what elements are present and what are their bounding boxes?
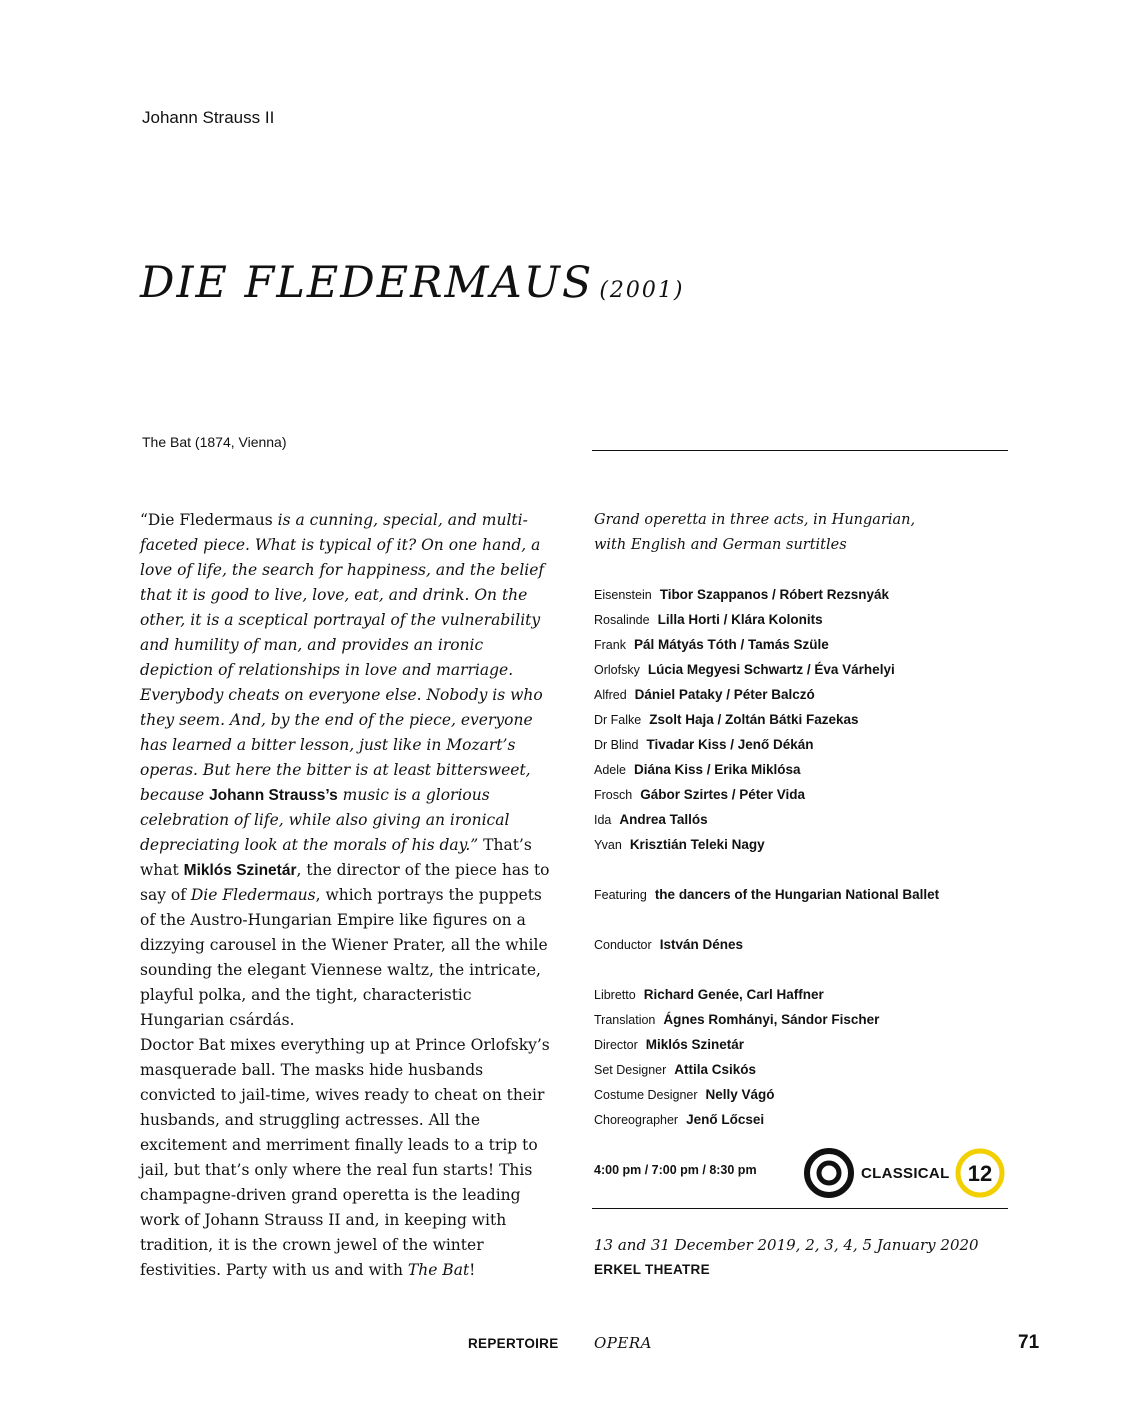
text-part-2: , the director of the piece has to say of [140, 861, 550, 904]
description-paragraph-1 [140, 508, 560, 1033]
paragraph-2-text: Doctor Bat mixes everything up at Prince Orlofsky’s masquerade ball. The masks hide husbands convicted to jail-time, wives ready to cheat on their husbands, and struggling actresses. All the excitement and merriment finally leads to a trip to jail, but that’s only where the real fun starts! This champagne-driven grand operetta is the leading work of Johann Strauss II and, in keeping with tradition, it is the crown jewel of the winter festivities. Party with us and with [140, 1036, 550, 1279]
quote-part-1: is a cunning, special, and multi-faceted piece. What is typical of it? On one hand, a love of life, the search for happiness, and the belief that it is good to live, love, eat, and drink. On the other, it is a sceptical portrayal of the vulnerability and humility of man, and provides an ironic depiction of relationships in love and marriage. Everybody cheats on everyone else. Nobody is who they seem. And, by the end of the piece, everyone has learned a bitter lesson, just like in Mozart’s operas. But here the bitter is at least bittersweet, because [140, 511, 545, 804]
cast-row [594, 732, 1014, 757]
cast-name: Tivadar Kiss / Jenő Dékán [646, 737, 814, 752]
credits-list [594, 582, 1014, 1132]
cast-name: Tibor Szappanos / Róbert Rezsnyák [659, 587, 889, 602]
text-part-3: , which portrays the puppets of the Austro-Hungarian Empire like figures on a dizzying carousel in the Wiener Prater, all the while sounding the elegant Viennese waltz, the intricate, playful polka, and the tight, characteristic Hungarian csárdás. [140, 886, 548, 1029]
top-divider [592, 450, 1008, 451]
cast-role: Dr Blind [594, 738, 639, 752]
showtimes: 4:00 pm / 7:00 pm / 8:30 pm [594, 1163, 757, 1177]
cast-name: Andrea Tallós [619, 812, 708, 827]
creative-row [594, 1082, 1014, 1107]
cast-name: Gábor Szirtes / Péter Vida [640, 787, 806, 802]
cast-name: Krisztián Teleki Nagy [629, 837, 765, 852]
age-rating-value: 12 [967, 1161, 993, 1186]
cast-name: Lúcia Megyesi Schwartz / Éva Várhelyi [647, 662, 895, 677]
cast-role: Dr Falke [594, 713, 642, 727]
creative-name: Nelly Vágó [705, 1087, 775, 1102]
cast-row [594, 682, 1014, 707]
creative-name: Jenő Lőcsei [686, 1112, 765, 1127]
featuring-role: Featuring [594, 888, 647, 902]
creative-role: Costume Designer [594, 1088, 698, 1102]
bat-italic: The Bat [407, 1261, 470, 1279]
age-rating-badge [954, 1147, 1006, 1199]
cast-role: Frosch [594, 788, 633, 802]
intro-line-2: with English and German surtitles [594, 537, 847, 553]
cast-row [594, 582, 1014, 607]
cast-row [594, 707, 1014, 732]
cast-name: Lilla Horti / Klára Kolonits [657, 612, 823, 627]
cast-role: Adele [594, 763, 626, 777]
cast-row [594, 807, 1014, 832]
closing-mark: ! [469, 1261, 476, 1279]
cast-row [594, 632, 1014, 657]
cast-role: Frank [594, 638, 626, 652]
cast-name: Dániel Pataky / Péter Balczó [634, 687, 815, 702]
quote-open: “Die Fledermaus [140, 511, 273, 529]
conductor-name: István Dénes [659, 937, 743, 952]
conductor-role: Conductor [594, 938, 652, 952]
cast-row [594, 782, 1014, 807]
category-label: CLASSICAL [861, 1164, 950, 1182]
cast-role: Eisenstein [594, 588, 652, 602]
cast-name: Diána Kiss / Erika Miklósa [633, 762, 801, 777]
description-text [140, 508, 560, 1283]
cast-name: Pál Mátyás Tóth / Tamás Szüle [633, 637, 829, 652]
creative-row [594, 1032, 1014, 1057]
creative-row [594, 982, 1014, 1007]
cast-row [594, 757, 1014, 782]
composer-name: Johann Strauss II [142, 108, 275, 127]
creative-role: Director [594, 1038, 638, 1052]
page-title [140, 258, 684, 308]
footer-category: OPERA [594, 1334, 652, 1352]
conductor-row [594, 932, 1014, 957]
cast-role: Rosalinde [594, 613, 650, 627]
classical-icon [803, 1147, 855, 1199]
cast-row [594, 832, 1014, 857]
work-subtitle: The Bat (1874, Vienna) [142, 434, 287, 450]
page-number: 71 [1018, 1332, 1040, 1353]
creative-name: Richard Genée, Carl Haffner [643, 987, 824, 1002]
cast-role: Ida [594, 813, 612, 827]
creative-name: Miklós Szinetár [645, 1037, 745, 1052]
spacer [594, 907, 1014, 932]
creative-role: Libretto [594, 988, 636, 1002]
creative-row [594, 1107, 1014, 1132]
director-bold: Miklós Szinetár [183, 862, 297, 879]
composer-bold: Johann Strauss’s [209, 787, 338, 804]
spacer [594, 957, 1014, 982]
creative-role: Choreographer [594, 1113, 679, 1127]
creative-name: Ágnes Romhányi, Sándor Fischer [663, 1012, 880, 1027]
production-intro [594, 508, 1014, 558]
description-paragraph-2 [140, 1033, 560, 1283]
cast-role: Orlofsky [594, 663, 640, 677]
bottom-divider [592, 1208, 1008, 1209]
footer-section: REPERTOIRE [468, 1336, 559, 1351]
featuring-row [594, 882, 1014, 907]
creative-role: Set Designer [594, 1063, 667, 1077]
text-part-1: That’s what [140, 836, 532, 879]
cast-role: Yvan [594, 838, 622, 852]
quote-part-2: music is a glorious celebration of life, while also giving an ironical depreciating look at the morals of his day.” [140, 786, 510, 854]
spacer [594, 857, 1014, 882]
classical-badge [803, 1147, 950, 1199]
venue-name: ERKEL THEATRE [594, 1262, 710, 1277]
work-italic: Die Fledermaus [190, 886, 316, 904]
featuring-name: the dancers of the Hungarian National Ballet [654, 887, 940, 902]
cast-row [594, 657, 1014, 682]
intro-line-1: Grand operetta in three acts, in Hungarian, [594, 512, 916, 528]
creative-row [594, 1057, 1014, 1082]
cast-row [594, 607, 1014, 632]
creative-name: Attila Csikós [674, 1062, 757, 1077]
cast-role: Alfred [594, 688, 627, 702]
performance-dates: 13 and 31 December 2019, 2, 3, 4, 5 January 2020 [594, 1236, 979, 1254]
title-text: DIE FLEDERMAUS [140, 258, 594, 308]
cast-name: Zsolt Haja / Zoltán Bátki Fazekas [649, 712, 859, 727]
creative-row [594, 1007, 1014, 1032]
creative-role: Translation [594, 1013, 656, 1027]
title-year: (2001) [599, 278, 685, 303]
